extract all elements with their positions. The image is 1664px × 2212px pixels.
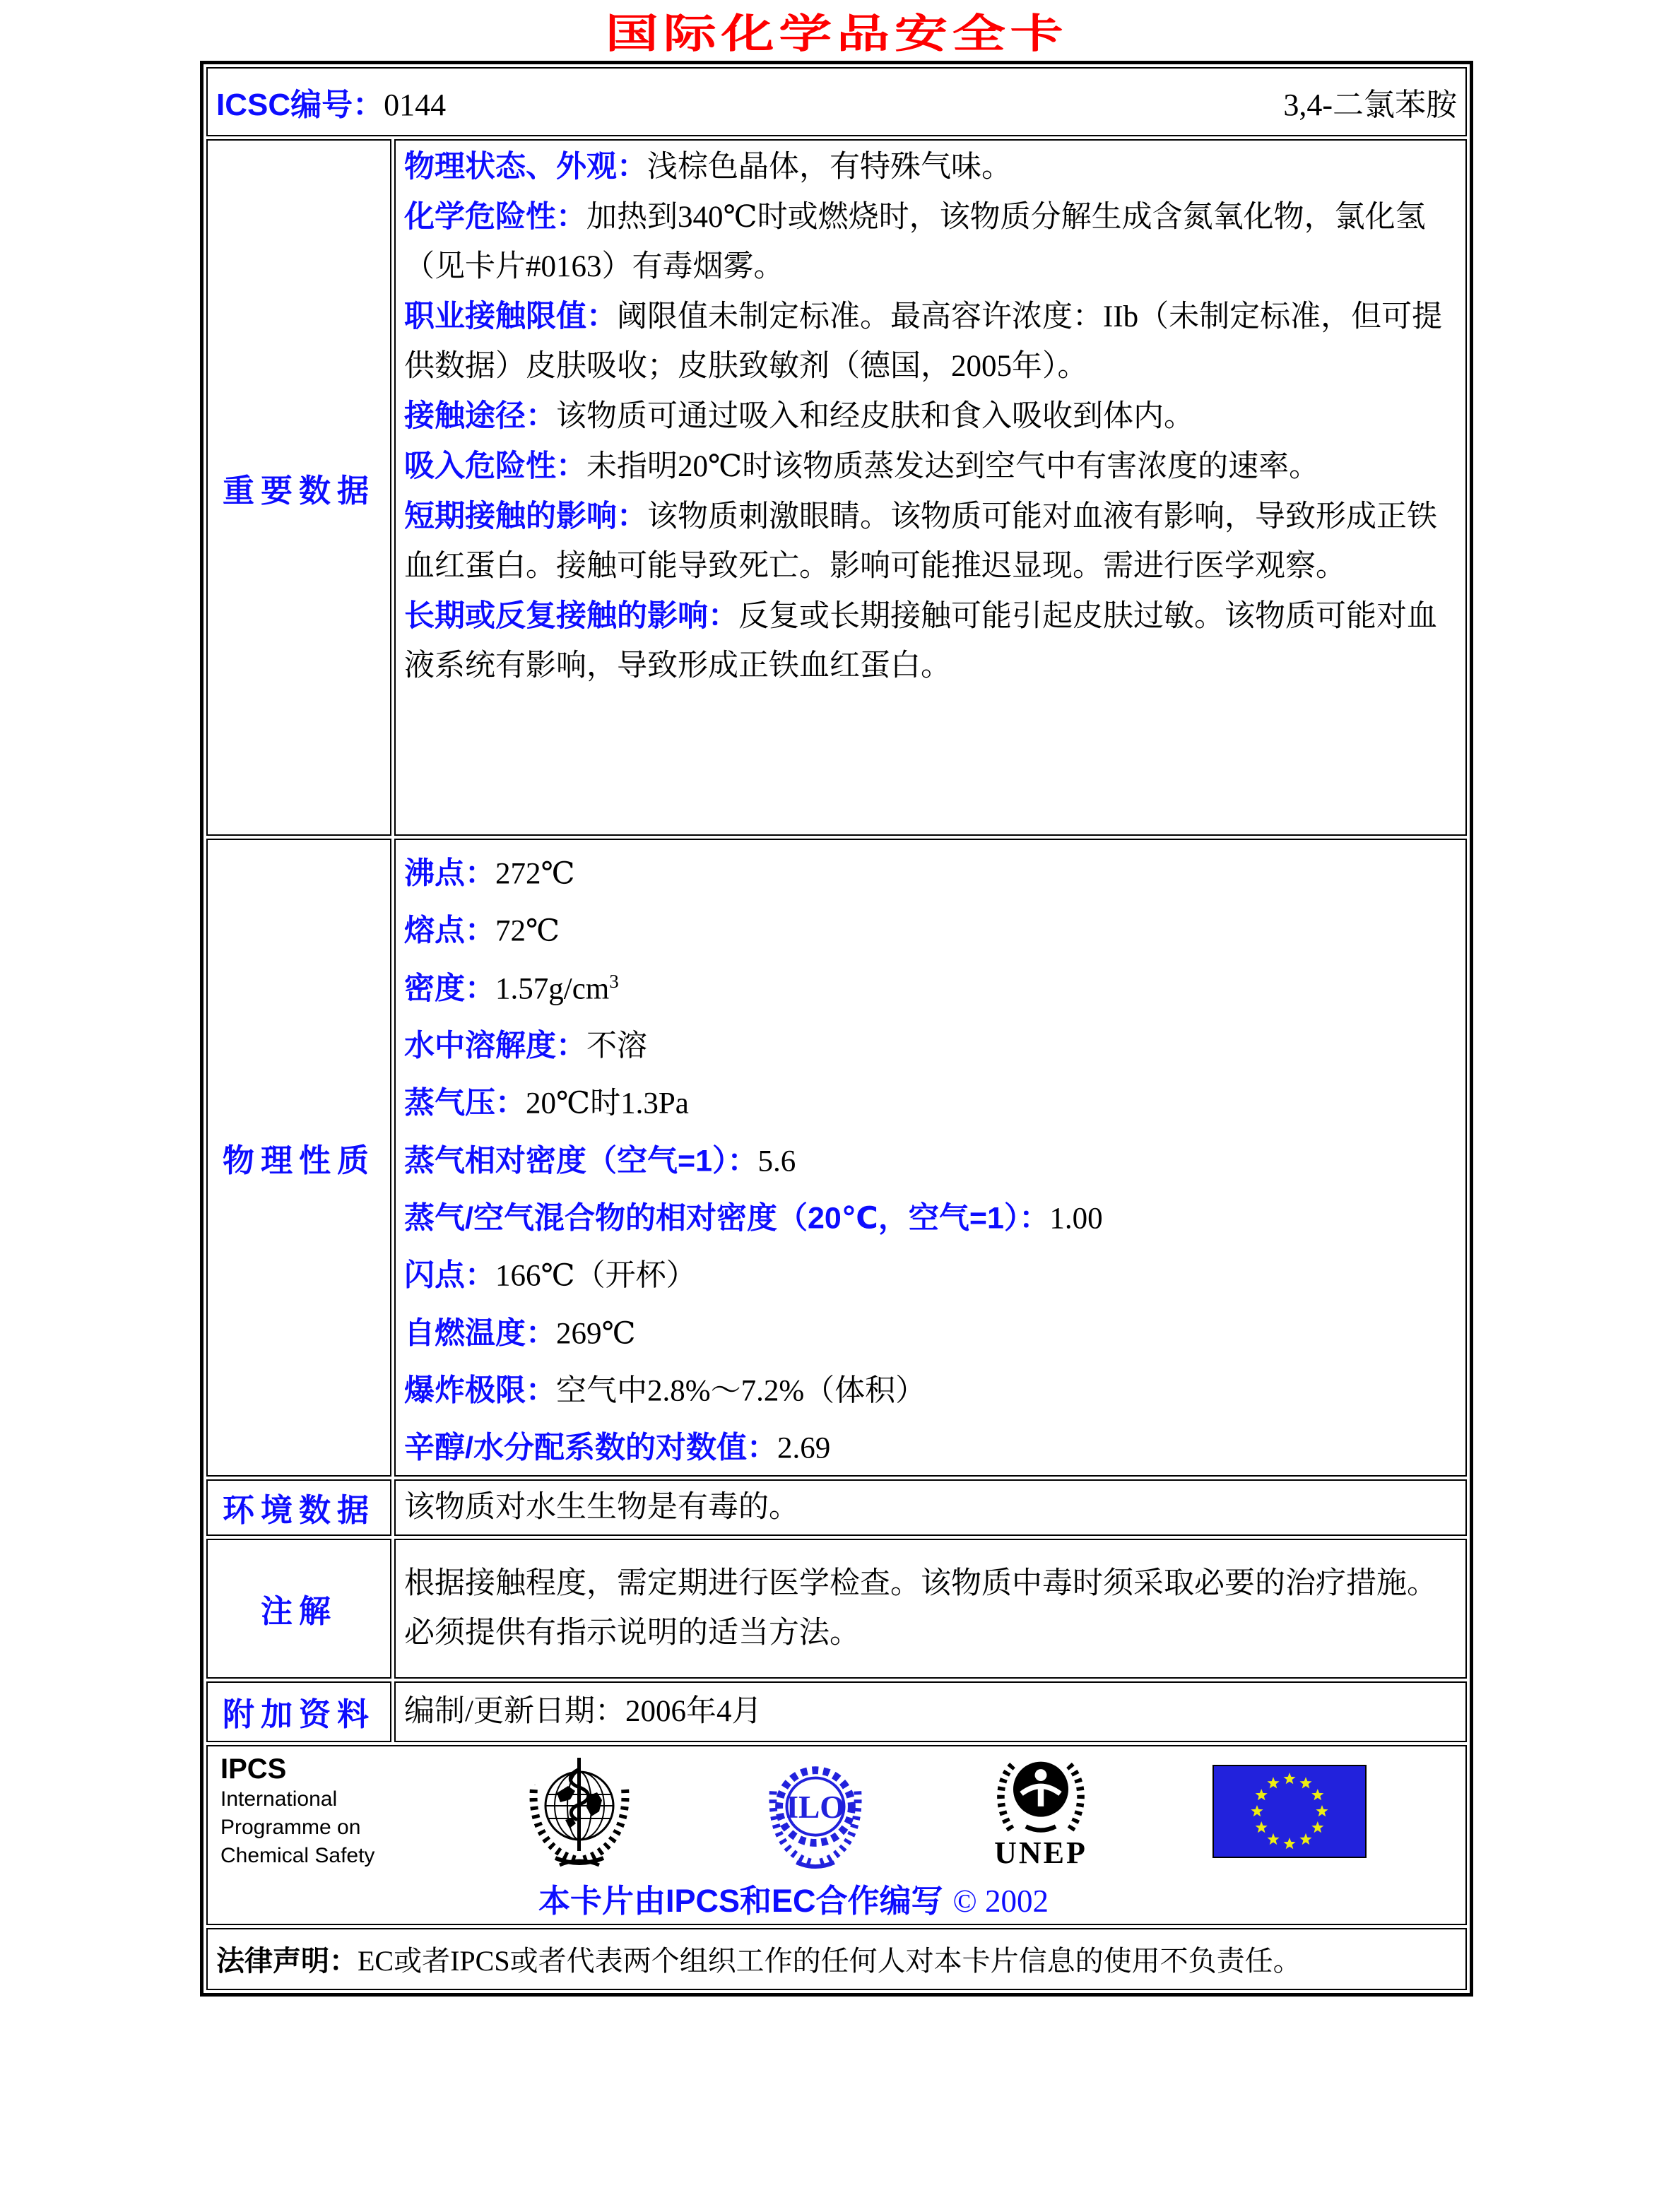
unep-logo-text: UNEP [994, 1835, 1087, 1871]
icsc-number-value: 0144 [384, 88, 447, 122]
row-label-text: 物理性质 [222, 1142, 375, 1178]
row-label-text: 重要数据 [222, 472, 375, 509]
environment-data-content [394, 1479, 1467, 1536]
item-text: 72℃ [495, 914, 560, 948]
icsc-card-table [200, 61, 1473, 1997]
item-label: 吸入危险性： [404, 449, 586, 483]
row-label-additional-info [206, 1681, 391, 1742]
item-label: 沸点： [404, 856, 495, 891]
item-text: 5.6 [757, 1144, 796, 1178]
item-label: 长期或反复接触的影响： [404, 599, 738, 633]
ipcs-text-block [220, 1753, 397, 1870]
item-text: 1.00 [1049, 1202, 1103, 1236]
additional-info-label: 编制/更新日期： [404, 1694, 625, 1728]
ipcs-line-2: Programme on [220, 1815, 361, 1839]
item-text: 1.57g/cm [495, 971, 610, 1005]
item-superscript: 3 [609, 970, 619, 992]
ilo-logo-icon [762, 1752, 869, 1871]
additional-info-row [206, 1681, 1467, 1742]
eu-flag-icon [1212, 1765, 1367, 1858]
important-data-item [404, 292, 1457, 391]
item-label: 闪点： [404, 1258, 495, 1293]
item-label: 蒸气/空气混合物的相对密度（20℃，空气=1）： [404, 1201, 1050, 1236]
physical-property-item [404, 1129, 1457, 1186]
item-label: 熔点： [404, 913, 495, 948]
physical-property-item [404, 1186, 1457, 1243]
row-label-environment-data [206, 1479, 391, 1536]
ipcs-line-1: International [220, 1787, 338, 1811]
item-label: 爆炸极限： [404, 1373, 556, 1408]
item-text: 阈限值未制定标准。最高容许浓度：IIb（未制定标准，但可提供数据）皮肤吸收；皮肤致敏剂（德国，2005年）。 [404, 300, 1443, 383]
important-data-item [404, 142, 1457, 192]
logos-row [206, 1745, 1467, 1925]
credit-text: 本卡片由IPCS和EC合作编写 [538, 1882, 943, 1919]
environment-data-text: 该物质对水生生物是有毒的。 [404, 1490, 799, 1524]
row-label-physical-properties [206, 839, 391, 1477]
item-text: 272℃ [495, 857, 575, 891]
important-data-item [404, 442, 1457, 492]
physical-property-item [404, 1071, 1457, 1128]
physical-property-item [404, 899, 1457, 956]
unep-logo-block [988, 1753, 1094, 1869]
item-label: 职业接触限值： [404, 300, 617, 333]
notes-text: 根据接触程度，需定期进行医学检查。该物质中毒时须采取必要的治疗措施。必须提供有指示说明的适当方法。 [404, 1566, 1437, 1650]
item-label: 物理状态、外观： [404, 150, 647, 184]
physical-property-item [404, 1359, 1457, 1416]
important-data-item [404, 591, 1457, 691]
unep-logo-icon [988, 1753, 1094, 1835]
ipcs-line-3: Chemical Safety [220, 1843, 375, 1867]
item-text: 269℃ [556, 1316, 636, 1350]
row-label-text: 环境数据 [222, 1492, 375, 1529]
logos-cell [206, 1745, 1467, 1925]
physical-property-item [404, 841, 1457, 899]
page-title [200, 1, 1473, 59]
physical-properties-row [206, 839, 1467, 1477]
row-label-notes [206, 1539, 391, 1679]
physical-property-item [404, 1416, 1457, 1473]
header-cell [206, 67, 1467, 136]
legal-label: 法律声明： [216, 1946, 358, 1977]
header-row [206, 67, 1467, 136]
row-label-text: 附加资料 [222, 1696, 375, 1733]
important-data-item [404, 192, 1457, 292]
item-text: 该物质刺激眼睛。该物质可能对血液有影响，导致形成正铁血红蛋白。接触可能导致死亡。影响可能推迟显现。需进行医学观察。 [404, 500, 1437, 583]
physical-property-item [404, 1014, 1457, 1071]
item-label: 接触途径： [404, 399, 556, 433]
notes-content [394, 1539, 1467, 1679]
legal-cell [206, 1928, 1467, 1990]
item-text: 不溶 [586, 1029, 647, 1063]
physical-properties-content [394, 839, 1467, 1477]
legal-row [206, 1928, 1467, 1990]
item-text: 加热到340℃时或燃烧时，该物质分解生成含氮氧化物，氯化氢（见卡片#0163）有毒烟雾。 [404, 201, 1426, 283]
item-label: 化学危险性： [404, 200, 586, 234]
important-data-content [394, 139, 1467, 836]
page-title-text: 国际化学品安全卡 [605, 12, 1068, 57]
item-text: 反复或长期接触可能引起皮肤过敏。该物质可能对血液系统有影响，导致形成正铁血红蛋白。 [404, 600, 1437, 682]
item-label: 自燃温度： [404, 1315, 556, 1350]
environment-data-row [206, 1479, 1467, 1536]
item-text: 2.69 [777, 1431, 831, 1465]
icsc-number-group [216, 79, 446, 124]
chemical-name: 3,4-二氯苯胺 [1283, 88, 1457, 122]
physical-property-item [404, 1243, 1457, 1301]
item-label: 水中溶解度： [404, 1029, 586, 1063]
who-logo-icon [516, 1752, 643, 1871]
item-label: 短期接触的影响： [404, 499, 647, 533]
item-text: 166℃（开杯） [495, 1259, 697, 1293]
item-text: 空气中2.8%～7.2%（体积） [556, 1374, 926, 1408]
additional-info-value: 2006年4月 [625, 1694, 762, 1728]
row-label-text: 注解 [260, 1593, 337, 1630]
row-label-important-data [206, 139, 391, 836]
item-label: 蒸气相对密度（空气=1）： [404, 1143, 758, 1178]
item-label: 密度： [404, 971, 495, 1005]
physical-property-item [404, 1301, 1457, 1359]
ilo-logo-text: ILO [786, 1788, 845, 1825]
legal-text: EC或者IPCS或者代表两个组织工作的任何人对本卡片信息的使用不负责任。 [358, 1945, 1302, 1977]
item-text: 该物质可通过吸入和经皮肤和食入吸收到体内。 [556, 400, 1194, 433]
important-data-item [404, 391, 1457, 442]
copyright-text: © 2002 [952, 1883, 1049, 1919]
item-text: 未指明20℃时该物质蒸发达到空气中有害浓度的速率。 [586, 450, 1320, 483]
ipcs-acronym: IPCS [220, 1753, 287, 1785]
physical-property-item [404, 957, 1457, 1014]
item-text: 浅棕色晶体，有特殊气味。 [647, 150, 1012, 184]
notes-row [206, 1539, 1467, 1679]
credit-line [220, 1875, 1367, 1921]
item-label: 蒸气压： [404, 1086, 526, 1120]
important-data-row [206, 139, 1467, 836]
item-label: 辛醇/水分配系数的对数值： [404, 1431, 777, 1465]
item-text: 20℃时1.3Pa [526, 1087, 689, 1120]
additional-info-content [394, 1681, 1467, 1742]
icsc-number-label: ICSC编号： [216, 88, 384, 122]
important-data-item [404, 492, 1457, 591]
